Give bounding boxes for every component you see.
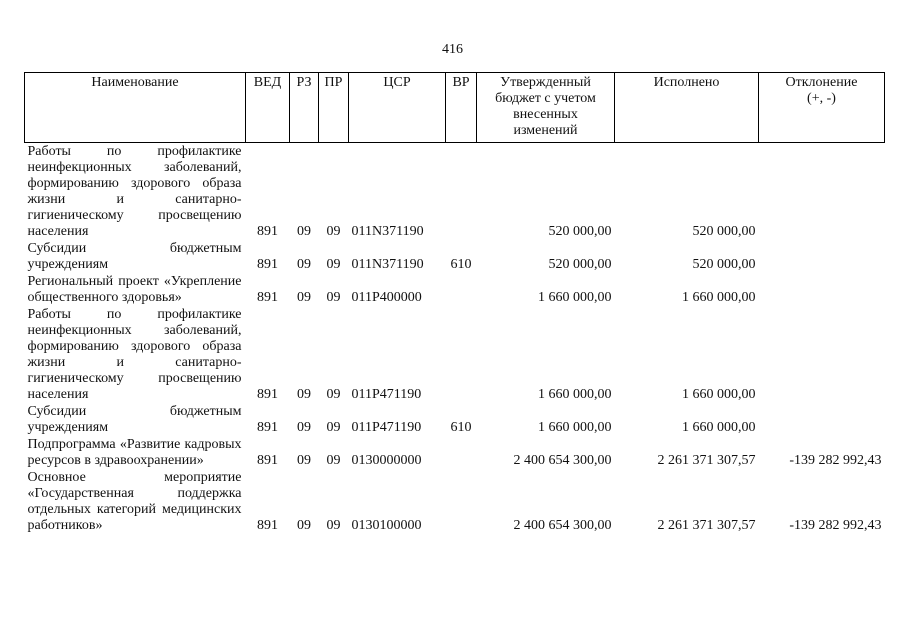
cell-vr (446, 436, 477, 469)
header-executed: Исполнено (615, 73, 759, 143)
cell-approved: 520 000,00 (548, 224, 612, 239)
table-row (25, 273, 885, 306)
cell-name: Подпрограмма «Развитие кадровых ресурсов в здравоохранении» (27, 437, 242, 468)
cell-ved: 891 (257, 420, 278, 435)
table-row (25, 240, 885, 273)
cell-deviation (759, 403, 885, 436)
header-rz: РЗ (290, 73, 319, 143)
cell-deviation (759, 240, 885, 273)
cell-pr: 09 (326, 420, 341, 435)
cell-vr (446, 306, 477, 403)
table-row (25, 403, 885, 436)
cell-rz: 09 (297, 257, 311, 272)
cell-csr: 0130100000 (351, 518, 422, 533)
cell-approved: 520 000,00 (548, 257, 612, 272)
cell-approved: 1 660 000,00 (538, 420, 612, 435)
cell-ved: 891 (257, 257, 278, 272)
cell-name: Региональный проект «Укрепление общественного здоровья» (27, 274, 242, 305)
cell-rz: 09 (297, 290, 311, 305)
cell-pr: 09 (326, 224, 341, 239)
cell-name: Основное мероприятие «Государственная поддержка отдельных категорий медицинских работников» (27, 470, 242, 533)
cell-pr: 09 (326, 453, 341, 468)
cell-executed: 1 660 000,00 (682, 387, 756, 402)
cell-csr: 011P471190 (351, 420, 422, 435)
cell-vr: 610 (450, 420, 472, 435)
header-pr: ПР (319, 73, 349, 143)
cell-deviation (759, 306, 885, 403)
cell-deviation (759, 143, 885, 241)
cell-pr: 09 (326, 290, 341, 305)
cell-deviation: -139 282 992,43 (789, 518, 882, 533)
cell-ved: 891 (257, 387, 278, 402)
cell-pr: 09 (326, 257, 341, 272)
cell-rz: 09 (297, 420, 311, 435)
cell-vr (446, 273, 477, 306)
cell-ved: 891 (257, 224, 278, 239)
cell-csr: 011N371190 (351, 257, 424, 272)
cell-vr (446, 469, 477, 534)
table-row (25, 469, 885, 534)
cell-rz: 09 (297, 387, 311, 402)
header-csr: ЦСР (349, 73, 446, 143)
header-vr: ВР (446, 73, 477, 143)
cell-csr: 011P400000 (351, 290, 422, 305)
cell-approved: 2 400 654 300,00 (513, 518, 612, 533)
table-row (25, 436, 885, 469)
cell-executed: 520 000,00 (692, 224, 756, 239)
cell-executed: 2 261 371 307,57 (657, 518, 756, 533)
cell-deviation (759, 273, 885, 306)
header-approved: Утвержденный бюджет с учетом внесенных изменений (477, 73, 615, 143)
cell-ved: 891 (257, 290, 278, 305)
cell-approved: 2 400 654 300,00 (513, 453, 612, 468)
cell-csr: 011P471190 (351, 387, 422, 402)
cell-name: Работы по профилактике неинфекционных заболеваний, формированию здорового образа жизни и санитарно-гигиеническому просвещению населения (27, 307, 242, 402)
cell-csr: 0130000000 (351, 453, 422, 468)
cell-executed: 2 261 371 307,57 (657, 453, 756, 468)
cell-name: Субсидии бюджетным учреждениям (27, 241, 242, 272)
cell-rz: 09 (297, 518, 311, 533)
table-header-row (25, 73, 885, 143)
cell-name: Работы по профилактике неинфекционных заболеваний, формированию здорового образа жизни и санитарно-гигиеническому просвещению населения (27, 144, 242, 239)
header-name: Наименование (25, 73, 246, 143)
header-ved: ВЕД (246, 73, 290, 143)
table-row (25, 143, 885, 241)
budget-execution-table (24, 72, 885, 534)
cell-ved: 891 (257, 453, 278, 468)
cell-executed: 1 660 000,00 (682, 290, 756, 305)
page-number: 416 (442, 42, 463, 57)
cell-vr (446, 143, 477, 241)
cell-pr: 09 (326, 518, 341, 533)
cell-approved: 1 660 000,00 (538, 387, 612, 402)
cell-approved: 1 660 000,00 (538, 290, 612, 305)
cell-csr: 011N371190 (351, 224, 424, 239)
cell-rz: 09 (297, 224, 311, 239)
cell-executed: 1 660 000,00 (682, 420, 756, 435)
cell-pr: 09 (326, 387, 341, 402)
header-deviation: Отклонение (+, -) (759, 73, 885, 143)
table-row (25, 306, 885, 403)
cell-name: Субсидии бюджетным учреждениям (27, 404, 242, 435)
cell-executed: 520 000,00 (692, 257, 756, 272)
cell-ved: 891 (257, 518, 278, 533)
cell-vr: 610 (450, 257, 472, 272)
cell-rz: 09 (297, 453, 311, 468)
cell-deviation: -139 282 992,43 (789, 453, 882, 468)
